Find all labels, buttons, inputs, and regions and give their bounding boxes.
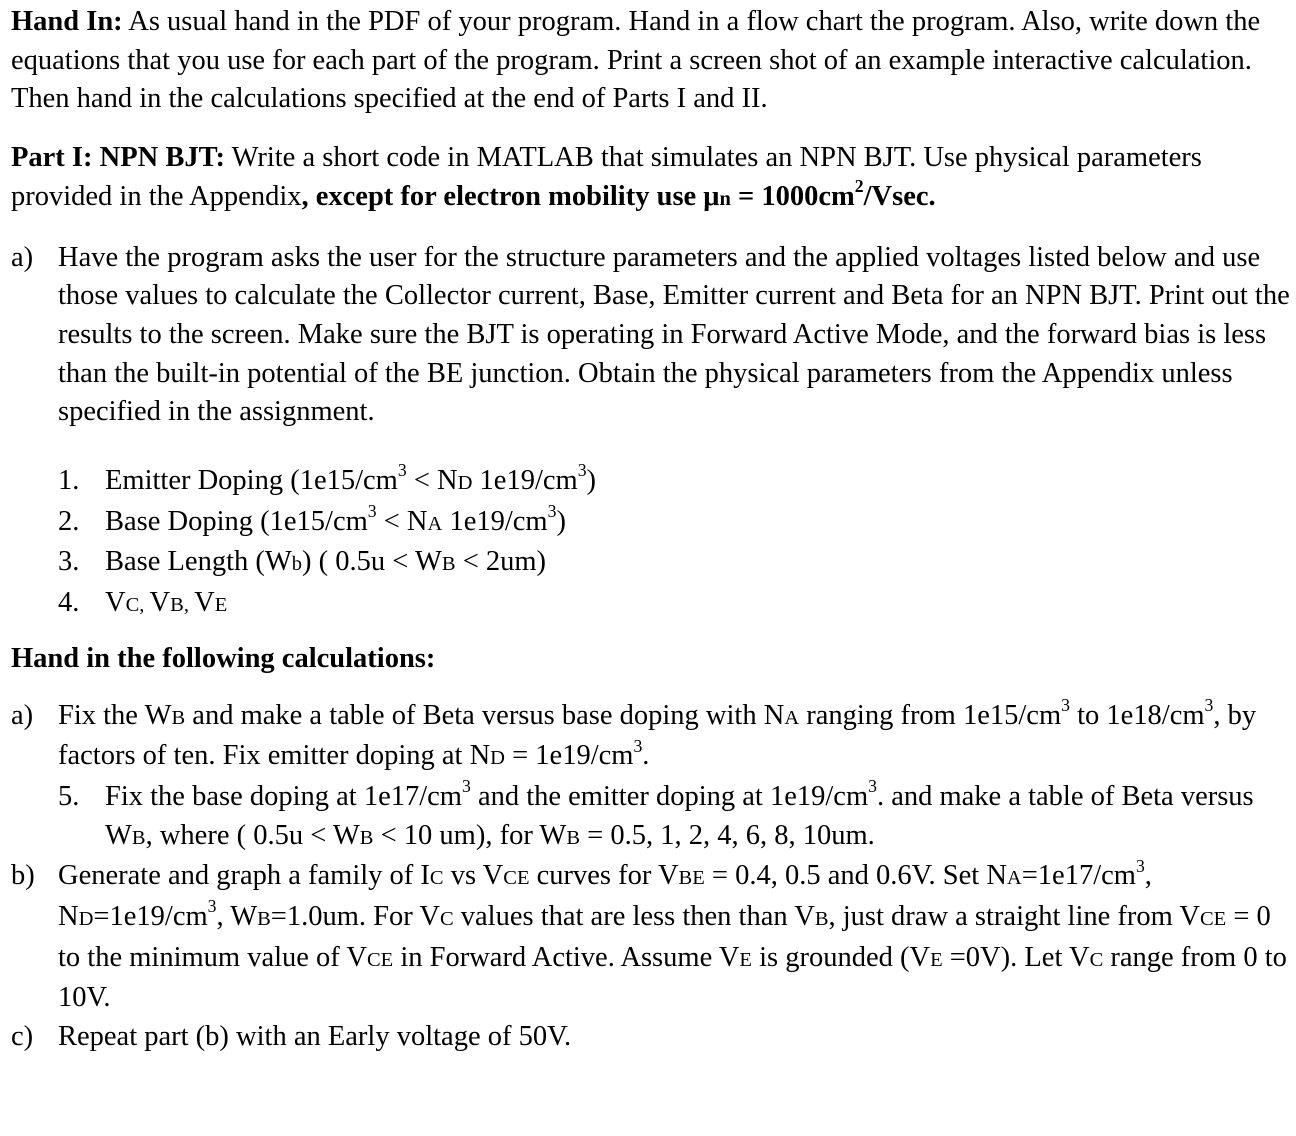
calc-text: ranging from 1e15/cm: [799, 699, 1062, 731]
param-text: 1e19/cm: [442, 505, 548, 537]
part1-paragraph: [11, 139, 1291, 218]
param-sub: B: [441, 553, 456, 576]
list-item: [58, 503, 1291, 544]
calc-sup: 3: [1061, 694, 1070, 715]
calc-sub: B: [359, 826, 374, 849]
list-marker: 1.: [58, 465, 80, 497]
calc-text: in Forward Active. Assume V: [393, 941, 740, 973]
calc-sub: CE: [366, 948, 394, 971]
list-marker: c): [11, 1021, 34, 1053]
mobility-text: , except for electron mobility use μ: [301, 180, 720, 212]
mobility-value: = 1000cm: [730, 180, 855, 212]
param-sup: 3: [577, 460, 587, 481]
part1-text: Write a short code in MATLAB that simulates an NPN BJT. Use physical parameters provided in the Appendix: [11, 142, 1202, 212]
param-sub: A: [427, 512, 443, 535]
calc-sub: C: [439, 908, 454, 931]
list-item: [11, 239, 1291, 433]
param-text: 1e19/cm: [472, 465, 578, 497]
calc-sup: 3: [461, 776, 471, 797]
hand-in-label: Hand In:: [11, 6, 123, 37]
calc-text: = 0 to the minimum value of V: [58, 901, 1271, 973]
calc-text: , by factors of ten. Fix emitter doping at N: [58, 699, 1257, 772]
calc-sup: 3: [868, 776, 877, 797]
list-item: [58, 584, 1291, 625]
list-marker: a): [11, 699, 34, 731]
calc-text: = 0.4, 0.5 and 0.6V. Set N: [704, 860, 1007, 892]
calc-sub: C: [429, 867, 444, 890]
calc-text: , where ( 0.5u < W: [145, 819, 360, 851]
calc-sub: CE: [1200, 908, 1227, 931]
calc-text: is grounded (V: [751, 941, 931, 973]
calc-sup: 3: [633, 735, 643, 756]
list-item: [11, 694, 1291, 778]
list-marker: 4.: [58, 587, 80, 619]
calc-sub: A: [784, 706, 800, 729]
calc-text: Generate and graph a family of I: [58, 860, 430, 892]
calc-sub: B: [566, 826, 581, 849]
calc-sub: D: [490, 747, 505, 770]
mobility-sup: 2: [854, 176, 864, 197]
calc-text: .: [642, 740, 650, 772]
calc-sub: CE: [503, 867, 530, 890]
calc-sub: B: [131, 826, 146, 849]
list-marker: 2.: [58, 505, 80, 537]
calc-sub: D: [78, 908, 94, 931]
param-text: Emitter Doping (1e15/cm: [105, 465, 398, 497]
param-sub: D: [457, 472, 473, 495]
calc-text: = 0.5, 1, 2, 4, 6, 8, 10um.: [580, 819, 875, 851]
calc-text: , just draw a straight line from V: [828, 901, 1200, 933]
list-item: [58, 543, 1291, 584]
param-text: Base Doping (1e15/cm: [105, 505, 368, 537]
part1-mobility-note: [301, 176, 936, 212]
param-sup: 3: [397, 460, 407, 481]
calc-text: curves for V: [529, 860, 679, 892]
task-a-text: Have the program asks the user for the structure parameters and the applied voltages listed below and use those values to calculate the Collector current, Base, Emitter current and Beta for an NPN BJT. Print out the results to the screen. Make sure the BJT is operating in Forward Active Mode, and the forward bias is less than the built-in potential of the BE junction. Obtain the physical parameters from the Appendix unless specified in the assignment.: [58, 241, 1290, 428]
calc-text: =1e17/cm: [1021, 860, 1136, 892]
calc-text: . and make a table of Beta versus W: [105, 780, 1254, 851]
list-marker: 3.: [58, 546, 80, 578]
param-text: V: [149, 587, 171, 619]
calc-sub: BE: [678, 867, 705, 890]
parameter-list: [11, 462, 1291, 625]
param-text: V: [194, 587, 215, 619]
assignment-document: [11, 3, 1291, 1057]
calc-text: values that are less then than V: [453, 901, 815, 933]
mobility-unit: /Vsec.: [863, 180, 936, 212]
calc-sup: 3: [1135, 855, 1145, 876]
list-marker: b): [11, 860, 35, 892]
param-text: ): [556, 505, 566, 537]
calculations-list: [11, 694, 1291, 1057]
calc-sup: 3: [207, 896, 217, 917]
calc-sub: B: [257, 908, 271, 931]
list-item: [58, 462, 1291, 503]
param-text: V: [105, 587, 126, 619]
param-sub: E: [214, 594, 228, 617]
hand-in-paragraph: [11, 3, 1291, 119]
param-sub: B,: [170, 594, 195, 617]
part1-label: Part I: NPN BJT:: [11, 142, 225, 174]
param-sup: 3: [547, 501, 557, 522]
task-list: [11, 239, 1291, 433]
calc-text: Fix the W: [58, 699, 172, 731]
param-text: < 2um): [455, 546, 547, 578]
mobility-sub: n: [719, 187, 731, 210]
calc-sub: E: [739, 948, 752, 971]
param-text: ): [586, 465, 597, 497]
list-marker: a): [11, 241, 34, 273]
calc-text: Fix the base doping at 1e17/cm: [105, 780, 462, 812]
param-text: < N: [376, 505, 428, 537]
hand-in-text: As usual hand in the PDF of your program. Hand in a flow chart the program. Also, write down the equations that you use for each part of the program. Print a screen shot of an example interactive calculation. Then hand in the calculations specified at the end of Parts I and II.: [11, 6, 1261, 115]
calc-text: , W: [216, 901, 258, 933]
calc-text: =1e19/cm: [93, 901, 208, 933]
calculations-heading: [11, 640, 1291, 679]
calc-text: Repeat part (b) with an Early voltage of 50V.: [58, 1021, 572, 1053]
param-sub: C,: [125, 594, 150, 617]
calc-text: = 1e19/cm: [504, 740, 634, 772]
list-item: [11, 857, 1291, 1018]
calc-text: , N: [58, 860, 1152, 933]
calc-text: =1.0um. For V: [270, 901, 440, 933]
list-item: [58, 778, 1291, 857]
calculations-heading-text: Hand in the following calculations:: [11, 642, 436, 674]
list-item: [11, 1018, 1291, 1057]
calc-sub: C: [1089, 948, 1104, 971]
calc-sub: B: [814, 908, 829, 931]
param-text: ) ( 0.5u < W: [302, 546, 442, 578]
calc-text: < 10 um), for W: [373, 819, 567, 851]
param-sup: 3: [367, 501, 377, 522]
calc-sub: E: [930, 948, 943, 971]
calc-text: and make a table of Beta versus base doping with N: [185, 699, 785, 731]
calc-text: =0V). Let V: [942, 941, 1090, 973]
param-sub: b: [291, 553, 303, 576]
calc-text: range from 0 to 10V.: [58, 941, 1287, 1014]
param-text: < N: [406, 465, 458, 497]
nested-list: [11, 778, 1291, 857]
calc-text: and the emitter doping at 1e19/cm: [470, 780, 869, 812]
calc-sub: A: [1006, 867, 1022, 890]
calc-text: to 1e18/cm: [1069, 699, 1205, 731]
calc-sub: B: [171, 706, 186, 729]
calc-text: vs V: [443, 860, 504, 892]
list-marker: 5.: [58, 780, 80, 812]
param-text: Base Length (W: [105, 546, 292, 578]
calc-sup: 3: [1204, 694, 1214, 715]
